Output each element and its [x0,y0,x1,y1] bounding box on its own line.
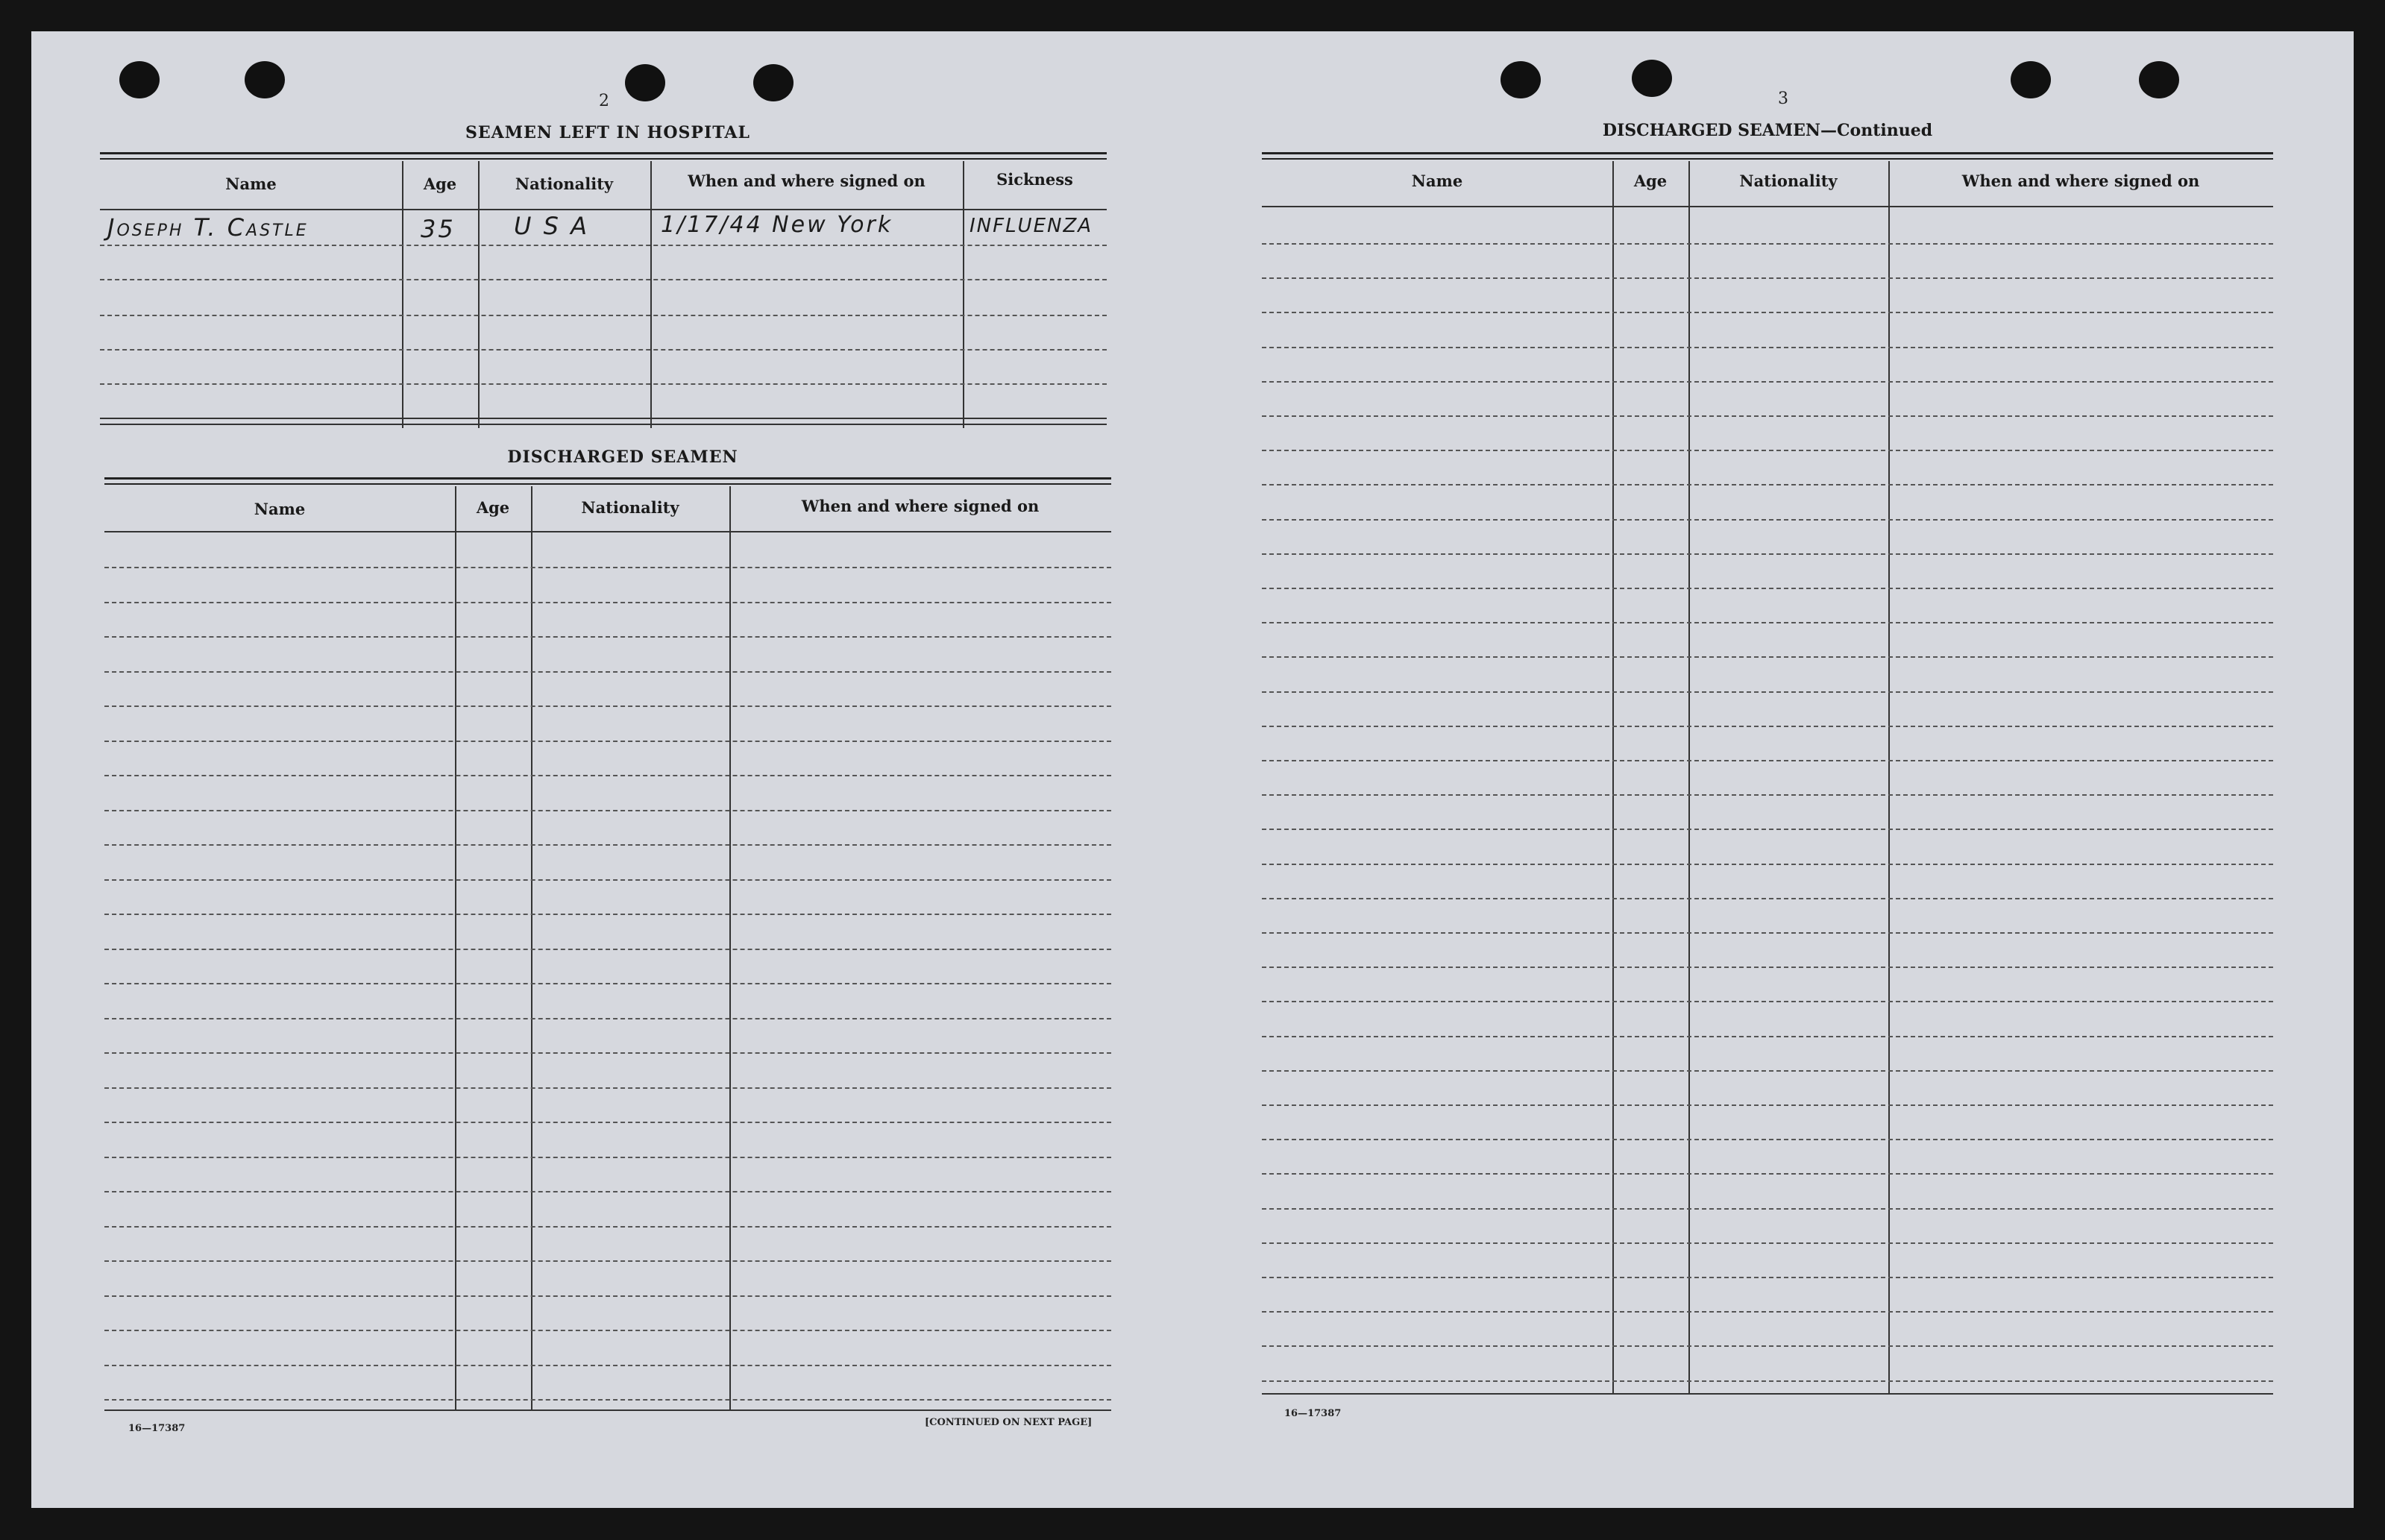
hospital-table [100,152,1107,428]
entry-age: 35 [421,215,456,243]
header-rule [100,209,1107,210]
table-row [1262,243,2273,245]
table-row [104,844,1111,846]
table-row [100,383,1107,385]
column-header-name: Name [225,175,277,193]
discharged-continued-title [1492,121,2043,140]
table-row [104,1330,1111,1331]
table-row [104,1052,1111,1054]
table-row [1262,1001,2273,1002]
table-row [1262,1242,2273,1244]
column-header-age: Age [476,498,510,517]
table-row [1262,1345,2273,1347]
table-row [1262,864,2273,865]
table-row [1262,1070,2273,1072]
table-row [1262,484,2273,485]
table-row [1262,277,2273,279]
table-row [1262,829,2273,830]
table-row [1262,1277,2273,1278]
table-bottom-rule [100,418,1107,419]
discharged-section-title: DISCHARGED SEAMEN [507,447,738,467]
table-row [104,602,1111,603]
table-row [104,1399,1111,1401]
table-row [104,567,1111,568]
table-row [104,1018,1111,1019]
punch-hole [119,61,160,98]
table-row [1262,347,2273,348]
form-number-left: 16—17387 [128,1423,186,1434]
form-number-right: 16—17387 [1284,1408,1342,1419]
table-row [104,810,1111,811]
entry-nationality: U S A [514,212,589,240]
column-header-sickness: Sickness [996,170,1073,189]
continued-note: [CONTINUED ON NEXT PAGE] [925,1417,1093,1428]
column-header-nationality: Nationality [515,175,614,193]
table-row [104,741,1111,742]
column-header-age: Age [423,175,457,193]
table-row [1262,1036,2273,1037]
table-row [104,983,1111,984]
table-row [1262,691,2273,693]
punch-hole [2139,61,2179,98]
punch-hole [1501,61,1541,98]
table-row [104,671,1111,673]
table-row [100,349,1107,351]
punch-hole [245,61,285,98]
column-divider [402,161,403,428]
entry-name: Joseph T. Castle [107,213,309,242]
table-row [1262,726,2273,727]
column-header-nationality: Nationality [581,498,679,517]
punch-hole [2011,61,2051,98]
table-row [104,1365,1111,1366]
table-row [1262,519,2273,521]
table-row [1262,1380,2273,1382]
table-row [1262,967,2273,968]
header-rule [1262,206,2273,207]
column-divider [963,161,964,428]
table-row [1262,656,2273,658]
punch-hole [753,64,794,101]
title-main: DISCHARGED SEAMEN [1602,121,1821,140]
column-header-signed-on: When and where signed on [688,172,926,190]
table-row [1262,1208,2273,1210]
table-row [104,1157,1111,1158]
table-row [1262,1311,2273,1313]
page-number-left: 2 [599,92,609,110]
column-header-name: Name [1411,172,1463,190]
table-row [1262,553,2273,555]
title-suffix: —Continued [1820,121,1933,140]
column-header-nationality: Nationality [1739,172,1838,190]
table-top-rule [104,477,1111,485]
table-row [104,1295,1111,1297]
table-row [104,1226,1111,1228]
column-header-name: Name [254,500,306,518]
table-row [1262,450,2273,451]
table-row [1262,415,2273,417]
table-row [100,315,1107,316]
table-row [104,1191,1111,1192]
column-divider [478,161,480,428]
punch-hole [1632,60,1672,97]
table-row [1262,1173,2273,1175]
table-row [104,1122,1111,1123]
table-top-rule [1262,152,2273,160]
column-header-signed-on: When and where signed on [801,497,1040,515]
table-row [1262,588,2273,589]
table-row [104,879,1111,881]
column-divider [650,161,652,428]
table-row [1262,794,2273,796]
table-row [1262,932,2273,934]
table-row [104,1260,1111,1262]
table-row [1262,381,2273,383]
table-row [104,636,1111,638]
table-row [1262,622,2273,623]
table-row [104,949,1111,950]
table-row [104,914,1111,915]
entry-signed-on: 1/17/44 New York [661,212,893,238]
table-row [104,775,1111,776]
table-row [100,279,1107,280]
table-row [1262,1139,2273,1140]
punch-hole [625,64,665,101]
header-rule [104,531,1111,532]
table-row [104,705,1111,707]
column-header-signed-on: When and where signed on [1961,172,2200,190]
table-row [1262,898,2273,899]
page-number-right: 3 [1778,89,1788,108]
table-row [1262,760,2273,761]
table-bottom-rule [1262,1393,2273,1395]
table-bottom-rule [104,1409,1111,1411]
hospital-section-title: SEAMEN LEFT IN HOSPITAL [465,123,750,142]
table-bottom-rule [100,424,1107,425]
table-row [1262,1104,2273,1106]
table-row [1262,312,2273,313]
table-top-rule [100,152,1107,160]
discharged-table-left [104,477,1111,1409]
table-row [104,1087,1111,1089]
column-header-age: Age [1633,172,1668,190]
table-row [100,245,1107,246]
entry-sickness: INFLUENZA [970,215,1093,237]
discharged-table-right [1262,152,2273,1393]
